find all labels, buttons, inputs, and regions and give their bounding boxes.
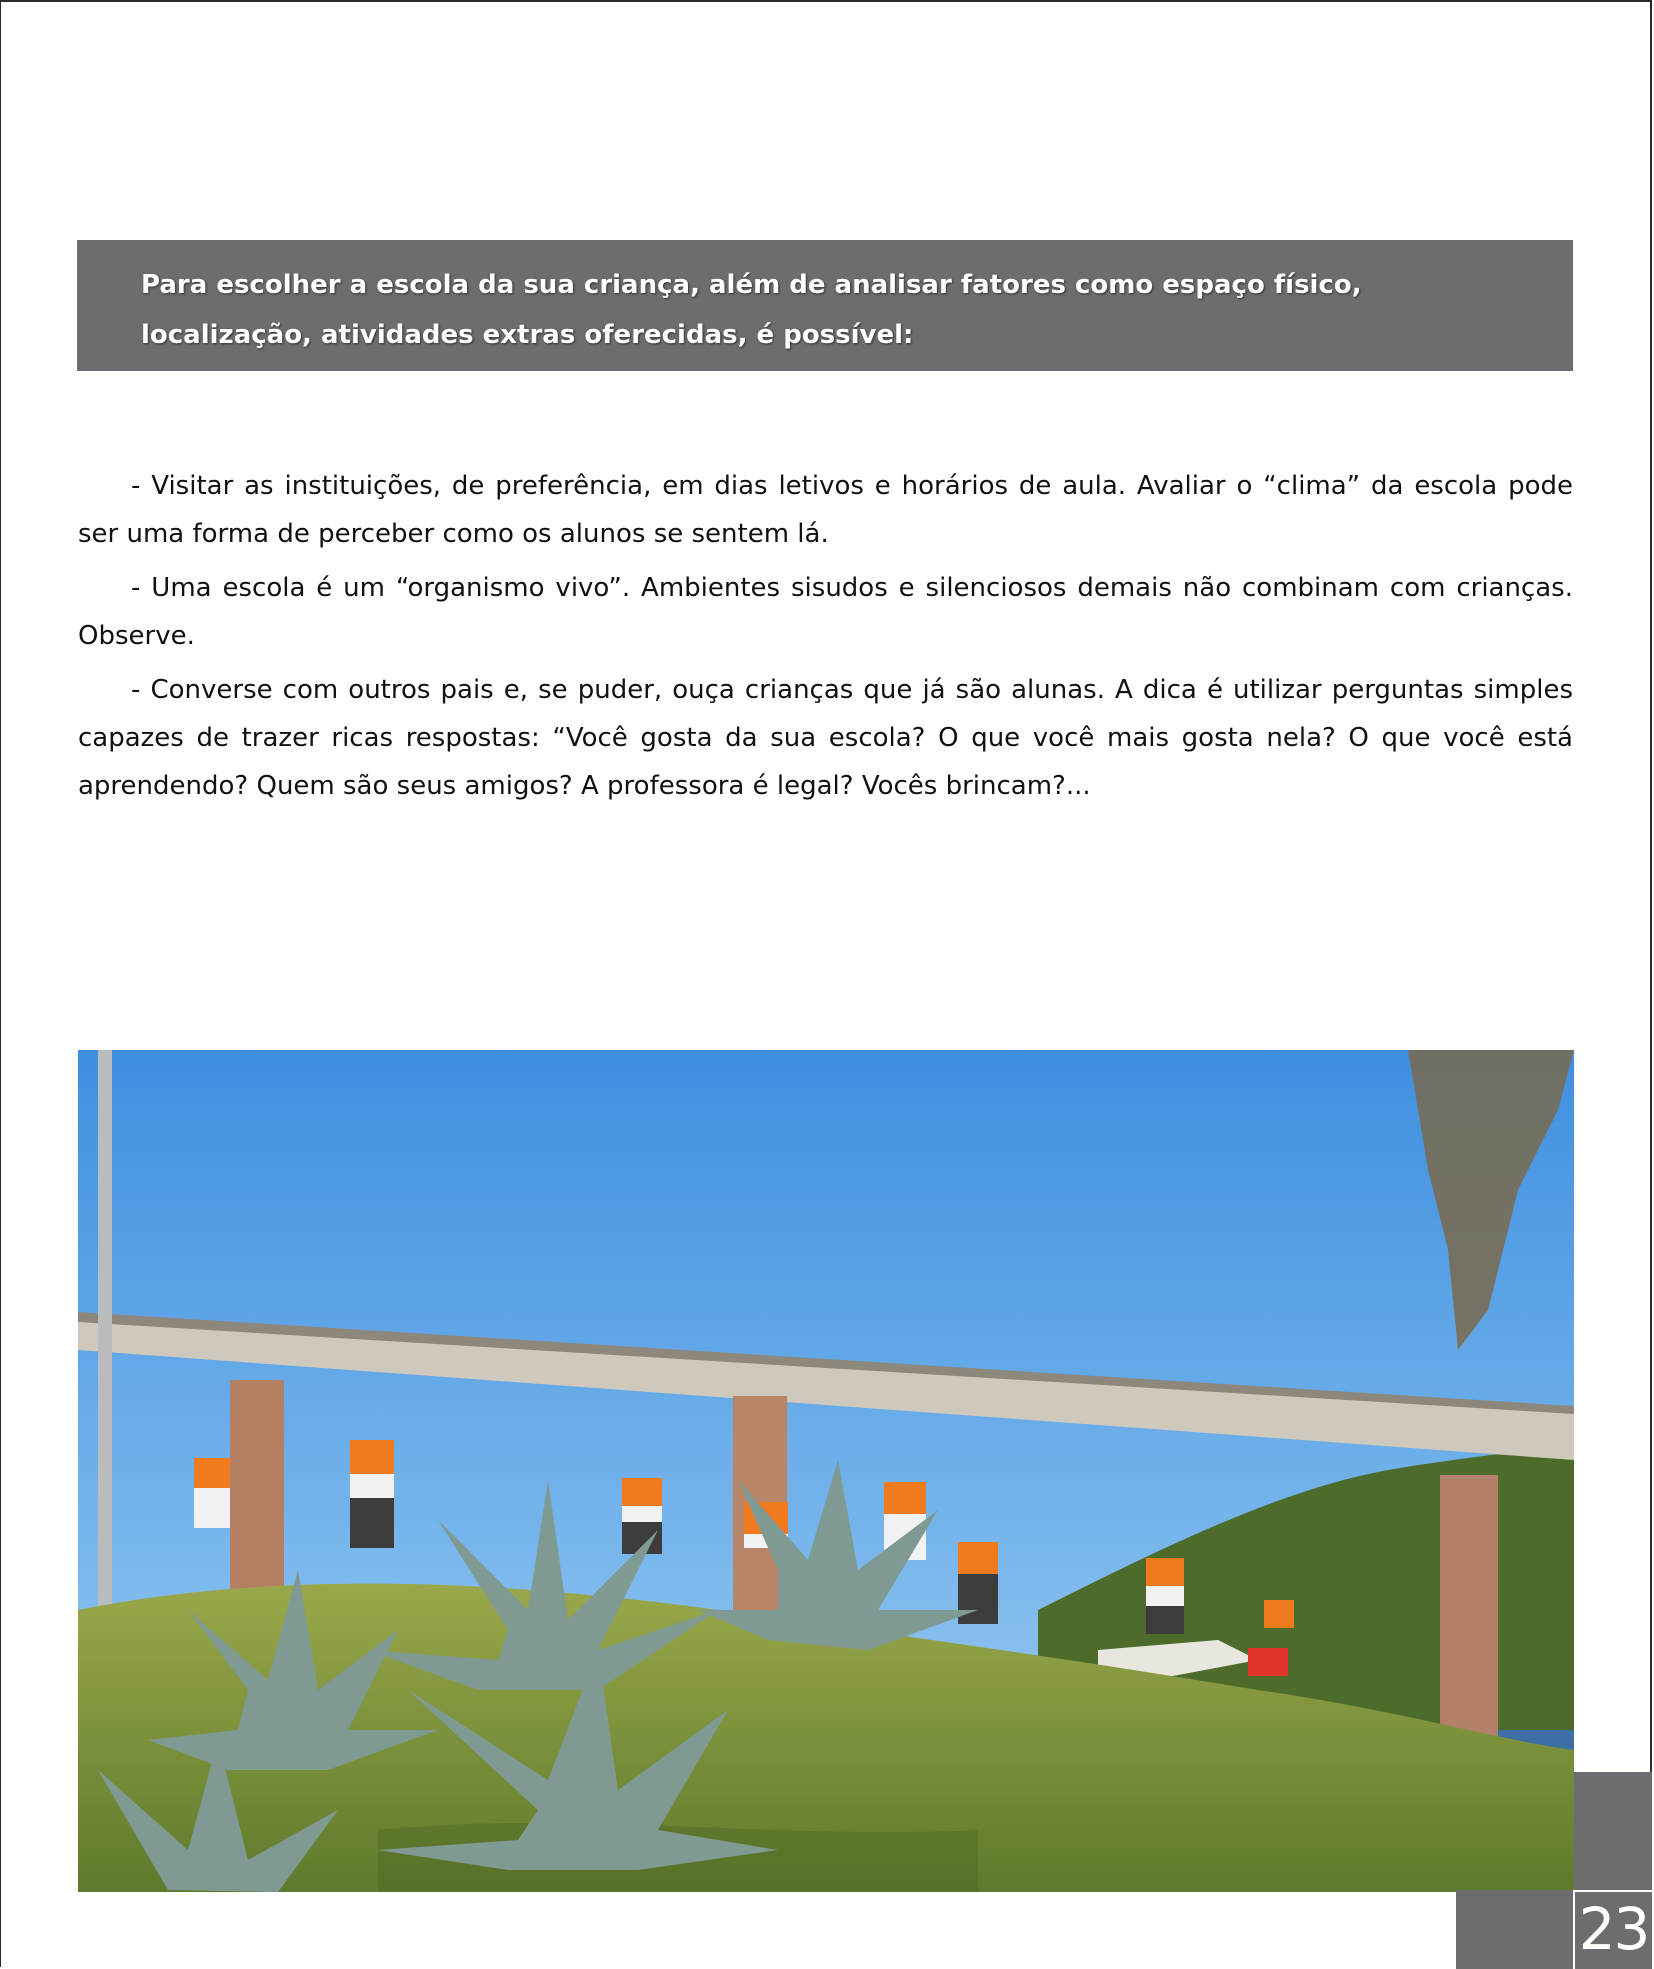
paragraph-talk-parents: - Converse com outros pais e, se puder, ouça crianças que já são alunas. A dica é utilizar perguntas simples capazes de trazer ricas respostas: “Você gosta da sua escola? O que você mais gosta nela? O que você está aprendendo? Quem são seus amigos? A professora é legal? Vocês brincam?... xyxy=(78,675,1573,801)
red-bucket xyxy=(1248,1648,1288,1676)
page-number: 23 xyxy=(1573,1890,1652,1969)
photo-children-bridge xyxy=(78,1050,1574,1892)
paragraph-visit: - Visitar as instituições, de preferência, em dias letivos e horários de aula. Avaliar o “clima” da escola pode ser uma forma de perceber como os alunos se sentem lá. xyxy=(78,471,1573,549)
corner-grey-block xyxy=(1574,1772,1652,1890)
photo-illustration xyxy=(78,1050,1574,1892)
bridge-pillar xyxy=(1440,1475,1498,1765)
paragraph-living-organism: - Uma escola é um “organismo vivo”. Ambientes sisudos e silenciosos demais não combinam com crianças. Observe. xyxy=(78,573,1573,651)
callout-text: Para escolher a escola da sua criança, além de analisar fatores como espaço físico, localização, atividades extras oferecidas, é possível: xyxy=(141,270,1362,350)
body-text xyxy=(78,462,1573,816)
callout-box xyxy=(77,240,1573,371)
